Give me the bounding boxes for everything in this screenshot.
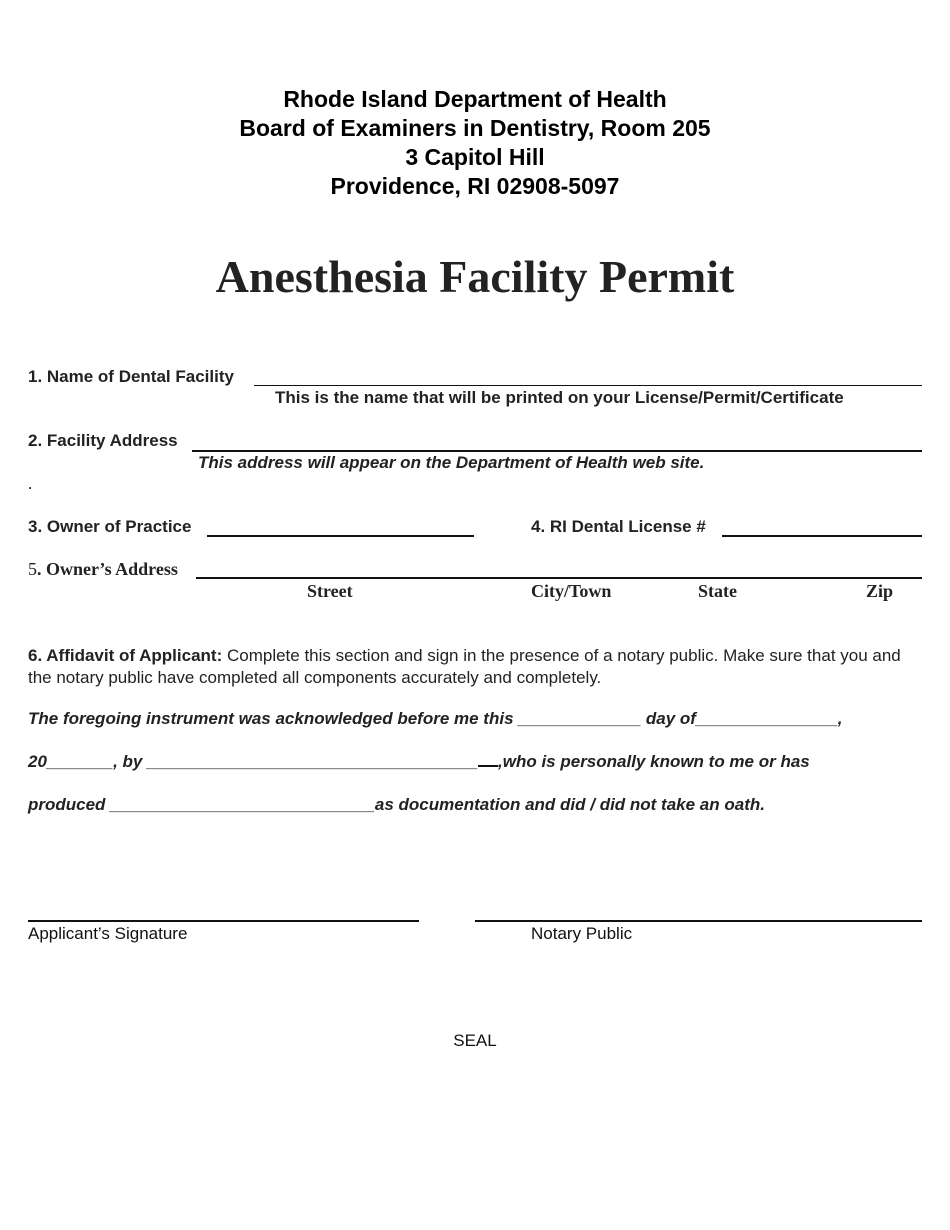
header-street: 3 Capitol Hill: [405, 144, 545, 170]
affidavit-heading: 6. Affidavit of Applicant:: [28, 646, 223, 665]
facility-name-label: 1. Name of Dental Facility: [28, 367, 234, 386]
owner-address-field[interactable]: [196, 577, 922, 579]
header-department: Rhode Island Department of Health: [283, 86, 667, 112]
affidavit-instructions: Complete this section and sign in the presence of a notary public. Make sure that you and the notary public have completed all components accurately and completely.: [28, 646, 901, 687]
address-part-street: Street: [307, 581, 353, 601]
facility-address-field[interactable]: [192, 450, 922, 452]
owner-label: 3. Owner of Practice: [28, 517, 192, 536]
facility-name-note: This is the name that will be printed on your License/Permit/Certificate: [275, 388, 844, 407]
facility-address-note: This address will appear on the Department of Health web site.: [198, 453, 705, 472]
affidavit-line-2-blank[interactable]: [478, 753, 498, 767]
applicant-signature-label: Applicant’s Signature: [28, 924, 188, 943]
facility-address-label: 2. Facility Address: [28, 431, 178, 450]
owner-address-label-text: . Owner’s Address: [37, 559, 178, 579]
notary-signature-line[interactable]: [475, 920, 922, 922]
notary-signature-label: Notary Public: [531, 924, 633, 943]
affidavit-line-2: [28, 752, 810, 772]
header-city: Providence, RI 02908-5097: [330, 173, 620, 199]
seal-label: SEAL: [453, 1031, 497, 1050]
affidavit-line-2-end: ,who is personally known to me or has: [498, 752, 810, 771]
address-part-city: City/Town: [531, 581, 612, 601]
address-part-zip: Zip: [866, 581, 894, 601]
affidavit-line-2-start: 20_______, by ___________________________________: [28, 752, 479, 771]
stray-dot: .: [28, 474, 33, 493]
license-label: 4. RI Dental License #: [531, 517, 706, 536]
owner-field[interactable]: [207, 535, 474, 537]
page-title: Anesthesia Facility Permit: [215, 251, 735, 302]
license-field[interactable]: [722, 535, 922, 537]
facility-name-field[interactable]: [254, 385, 922, 386]
applicant-signature-line[interactable]: [28, 920, 419, 922]
owner-address-label: [28, 559, 178, 580]
owner-address-number: 5: [28, 559, 37, 579]
affidavit-line-1: The foregoing instrument was acknowledged before me this _____________ day of_______________,: [28, 709, 843, 728]
header-board: Board of Examiners in Dentistry, Room 205: [239, 115, 711, 141]
affidavit-line-3: produced ____________________________as documentation and did / did not take an oath.: [28, 795, 765, 814]
address-part-state: State: [698, 581, 737, 601]
affidavit-intro: [28, 645, 928, 689]
